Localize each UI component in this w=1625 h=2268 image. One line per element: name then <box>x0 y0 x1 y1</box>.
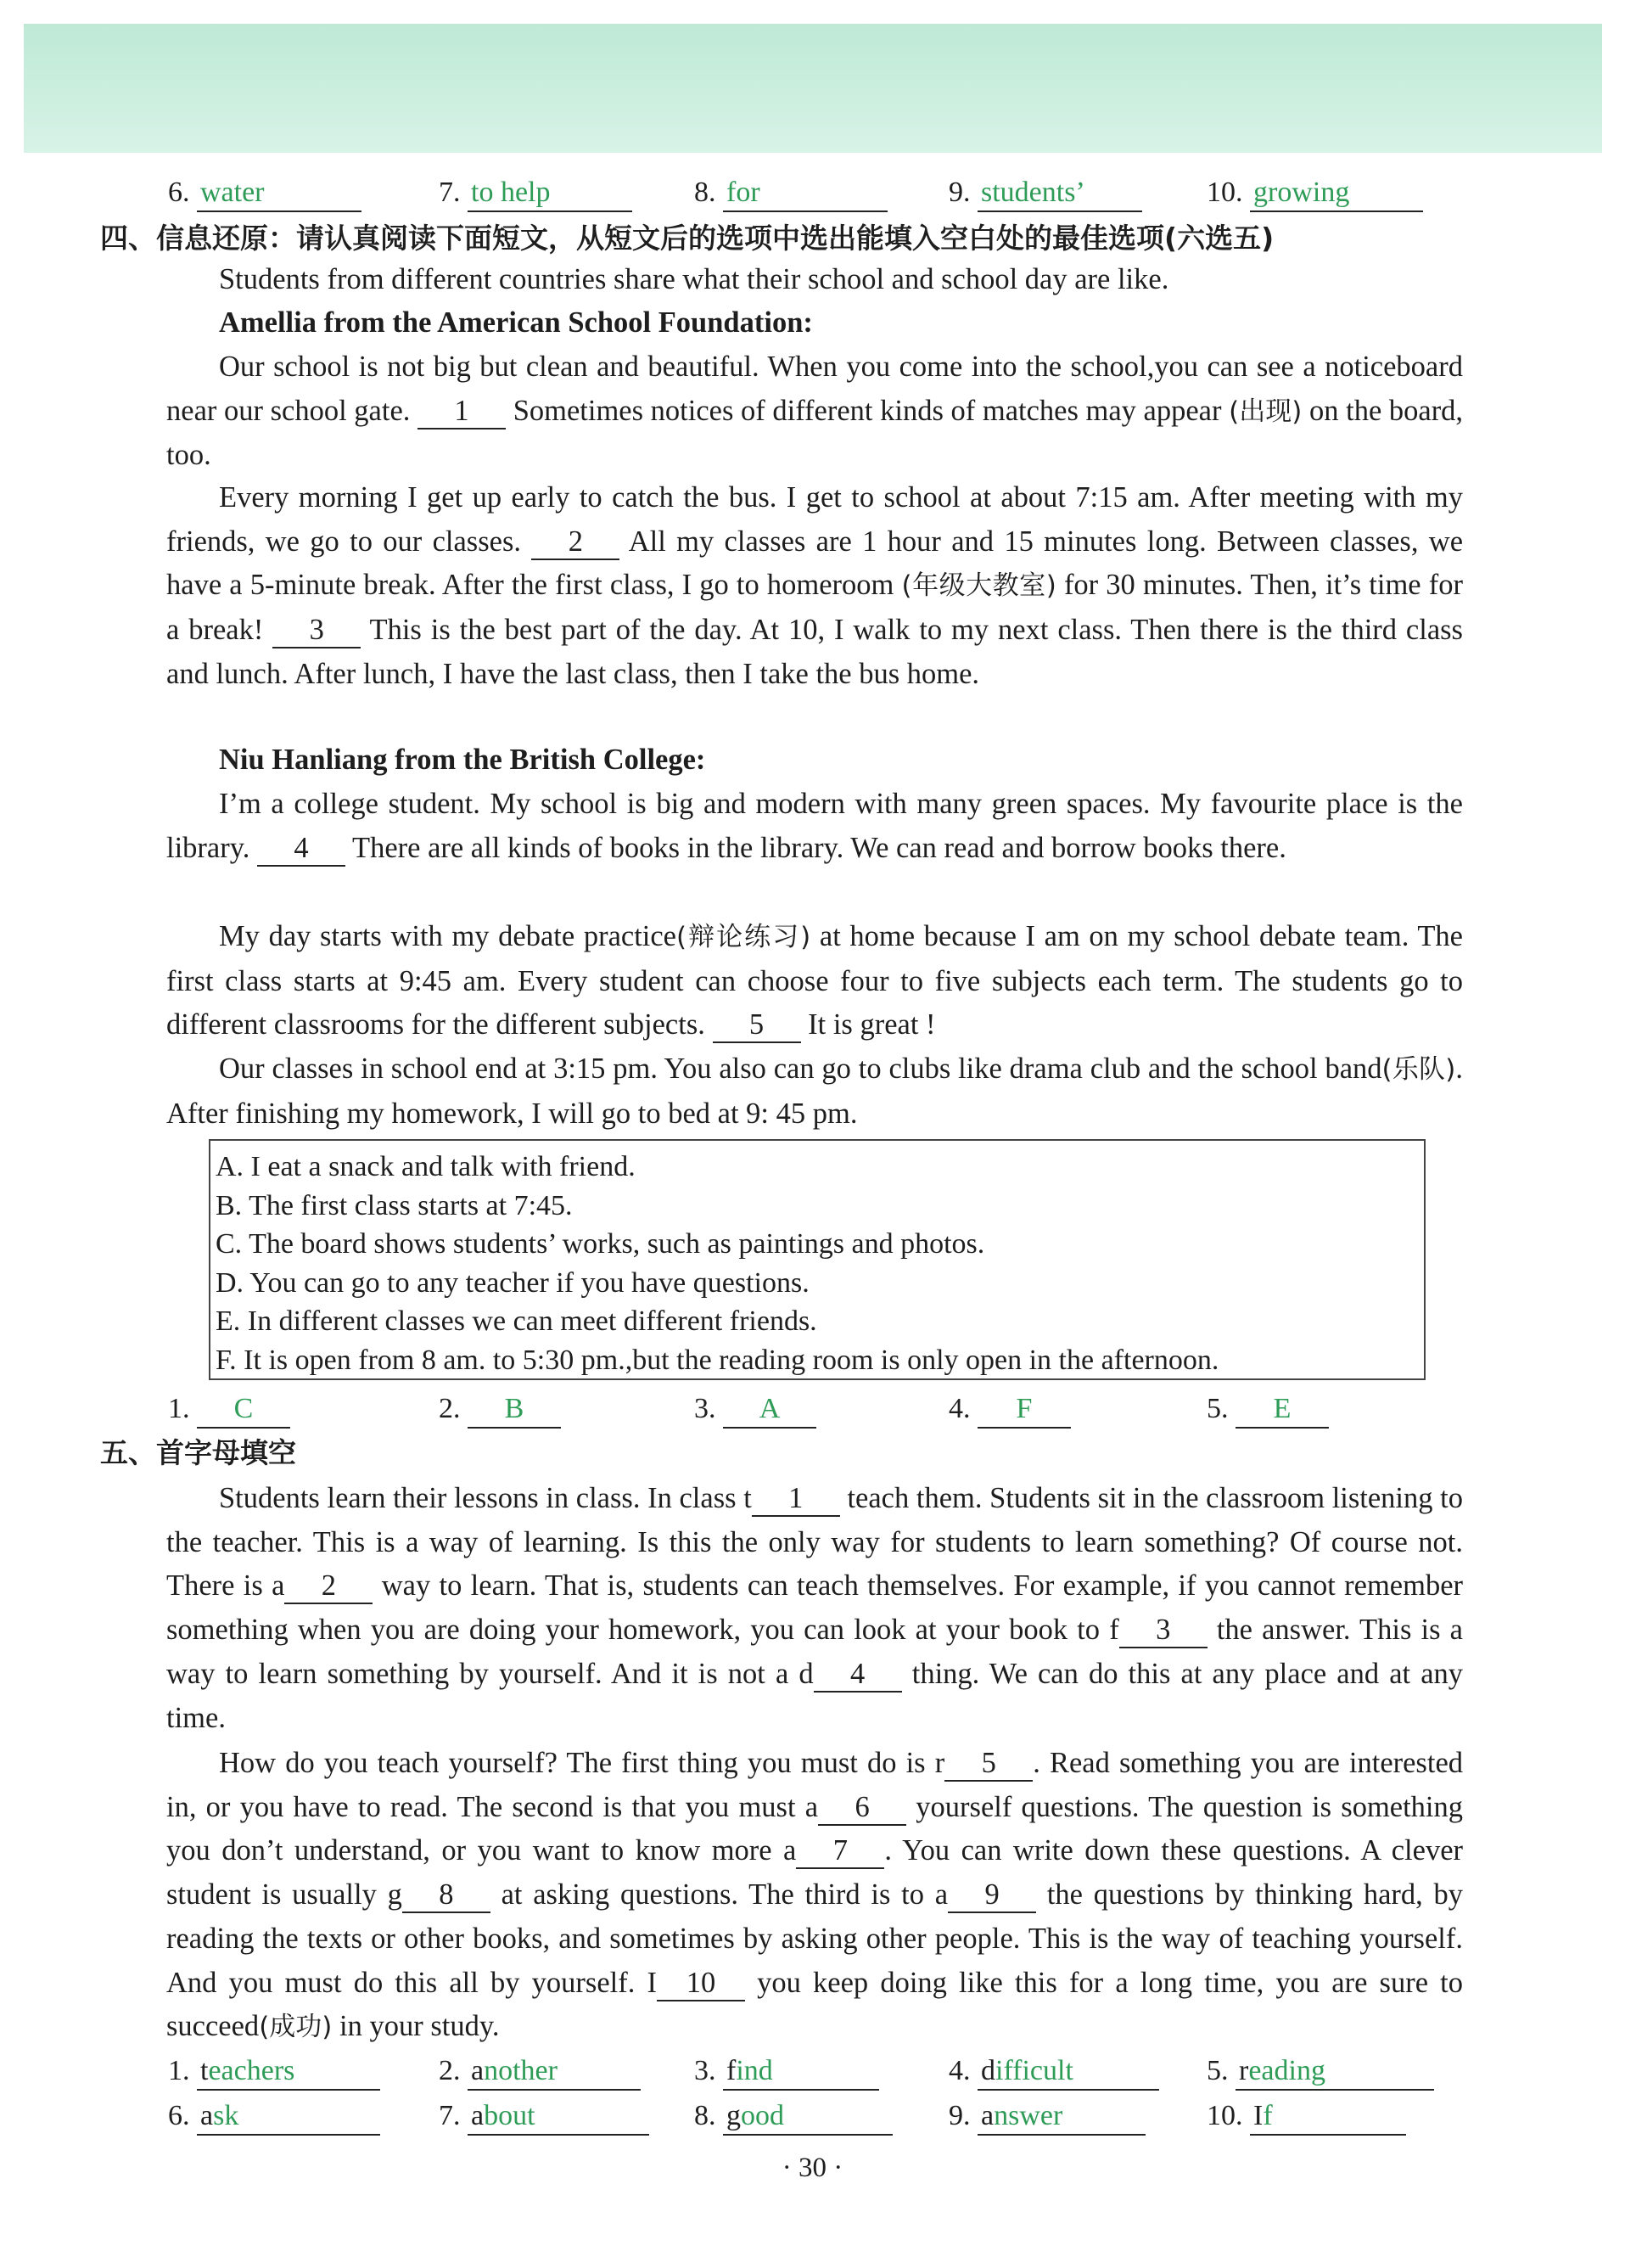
gap-1[interactable]: 1 <box>752 1481 840 1517</box>
answer-blank[interactable]: to help <box>468 175 632 212</box>
answer-8: 8. for <box>694 172 888 213</box>
answer-blank[interactable]: ask <box>197 2098 380 2136</box>
s5-answer-10: 10. If <box>1207 2096 1406 2136</box>
option-f: F. It is open from 8 am. to 5:30 pm.,but the reading room is only open in the afternoon. <box>216 1344 1219 1376</box>
paragraph-4: My day starts with my debate practice(辩论练习) at home because I am on my school debate team. The first class starts at 9:45 am. Every student can choose four to five subjects each term. The students go to different classrooms for the different subjects. 5 It is great ! <box>166 915 1463 1047</box>
answer-blank[interactable]: difficult <box>978 2053 1159 2091</box>
page-number: · 30 · <box>782 2153 843 2183</box>
s4-answer-2: 2. B <box>439 1389 561 1429</box>
section-5-answer-row-1 <box>0 2051 1625 2095</box>
section-4-intro: Students from different countries share what their school and school day are like. <box>219 263 1169 295</box>
top-answer-row <box>0 172 1625 216</box>
gap-4[interactable]: 4 <box>814 1657 902 1693</box>
option-d: D. You can go to any teacher if you have questions. <box>216 1266 810 1299</box>
answer-blank[interactable]: water <box>197 175 361 212</box>
section-5-answer-row-2 <box>0 2096 1625 2140</box>
paragraph-5: Our classes in school end at 3:15 pm. You also can go to clubs like drama club and the school band(乐队). After finishing my homework, I will go to bed at 9: 45 pm. <box>166 1053 1463 1130</box>
section-5-heading: 五、首字母填空 <box>100 1436 296 1469</box>
s5-answer-4: 4. difficult <box>949 2051 1159 2091</box>
s5-answer-1: 1. teachers <box>168 2051 380 2091</box>
answer-6: 6. water <box>168 172 361 213</box>
gap-3[interactable]: 3 <box>272 613 361 648</box>
answer-7: 7. to help <box>439 172 632 213</box>
answer-blank[interactable]: answer <box>978 2098 1146 2136</box>
s5-answer-6: 6. ask <box>168 2096 380 2136</box>
answer-blank[interactable]: for <box>723 175 888 212</box>
section-5-paragraph-1: Students learn their lessons in class. In class t 1 teach them. Students sit in the classroom listening to the teacher. This is a way of learning. Is this the only way for students to learn something? Of course not. There is a 2 way to learn. That is, students can teach themselves. For example, if you cannot remember something when you are doing your homework, you can look at your book to f 3 the answer. This is a way to learn something by yourself. And it is not a d 4 thing. We can do this at any place and at any time. <box>166 1482 1464 1734</box>
gap-5[interactable]: 5 <box>944 1746 1033 1782</box>
answer-blank[interactable]: E <box>1236 1391 1329 1429</box>
section-4-answer-row <box>0 1389 1625 1433</box>
gap-2[interactable]: 2 <box>284 1569 373 1604</box>
answer-blank[interactable]: find <box>723 2053 879 2091</box>
gap-8[interactable]: 8 <box>402 1878 490 1913</box>
answer-blank[interactable]: F <box>978 1391 1071 1429</box>
answer-9: 9. students’ <box>949 172 1142 213</box>
option-b: B. The first class starts at 7:45. <box>216 1189 573 1221</box>
s4-answer-3: 3. A <box>694 1389 816 1429</box>
answer-blank[interactable]: growing <box>1250 175 1423 212</box>
paragraph-3: I’m a college student. My school is big and modern with many green spaces. My favourite place is the library. 4 There are all kinds of books in the library. We can read and borrow books there. <box>166 783 1463 870</box>
gap-5[interactable]: 5 <box>713 1008 801 1043</box>
s4-answer-5: 5. E <box>1207 1389 1329 1429</box>
subheading-niu: Niu Hanliang from the British College: <box>219 744 706 776</box>
s4-answer-4: 4. F <box>949 1389 1071 1429</box>
gap-9[interactable]: 9 <box>948 1878 1036 1913</box>
s4-answer-1: 1. C <box>168 1389 290 1429</box>
s5-answer-3: 3. find <box>694 2051 879 2091</box>
s5-answer-2: 2. another <box>439 2051 641 2091</box>
answer-blank[interactable]: teachers <box>197 2053 380 2091</box>
option-c: C. The board shows students’ works, such as paintings and photos. <box>216 1228 985 1260</box>
answer-blank[interactable]: A <box>723 1391 816 1429</box>
subheading-amellia: Amellia from the American School Foundation: <box>219 306 813 339</box>
paragraph-2: Every morning I get up early to catch the bus. I get to school at about 7:15 am. After meeting with my friends, we go to our classes. 2 All my classes are 1 hour and 15 minutes long. Between classes, we have a 5-minute break. After the first class, I go to homeroom (年级大教室) for 30 minutes. Then, it’s time for a break! 3 This is the best part of the day. At 10, I walk to my next class. Then there is the third class and lunch. After lunch, I have the last class, then I take the bus home. <box>166 481 1464 690</box>
answer-blank[interactable]: another <box>468 2053 641 2091</box>
s5-answer-7: 7. about <box>439 2096 649 2136</box>
gap-3[interactable]: 3 <box>1119 1613 1208 1648</box>
answer-blank[interactable]: C <box>197 1391 290 1429</box>
answer-blank[interactable]: about <box>468 2098 649 2136</box>
answer-10: 10. growing <box>1207 172 1423 213</box>
gap-6[interactable]: 6 <box>818 1790 906 1826</box>
gap-7[interactable]: 7 <box>796 1833 884 1869</box>
gap-4[interactable]: 4 <box>257 831 345 867</box>
section-5-paragraph-2: How do you teach yourself? The first thing you must do is r 5 . Read something you are interested in, or you have to read. The second is that you must a 6 yourself questions. The question is something you don’t understand, or you want to know more a 7 . You can write down these questions. A clever student is usually g 8 at asking questions. The third is to a 9 the questions by thinking hard, by reading the texts or other books, and sometimes by asking other people. This is the way of teaching yourself. And you must do this all by yourself. I 10 you keep doing like this for a long time, you are sure to succeed(成功) in your study. <box>166 1747 1464 2043</box>
s5-answer-8: 8. good <box>694 2096 893 2136</box>
answer-blank[interactable]: good <box>723 2098 893 2136</box>
paragraph-1: Our school is not big but clean and beautiful. When you come into the school,you can see a noticeboard near our school gate. 1 Sometimes notices of different kinds of matches may appear (出现) on the board, too. <box>166 351 1464 472</box>
s5-answer-9: 9. answer <box>949 2096 1146 2136</box>
answer-blank[interactable]: reading <box>1236 2053 1434 2091</box>
gap-1[interactable]: 1 <box>417 394 506 429</box>
options-box <box>209 1139 1426 1380</box>
gap-2[interactable]: 2 <box>531 525 619 560</box>
gap-10[interactable]: 10 <box>657 1966 745 2001</box>
option-a: A. I eat a snack and talk with friend. <box>216 1151 636 1182</box>
answer-blank[interactable]: If <box>1250 2098 1406 2136</box>
s5-answer-5: 5. reading <box>1207 2051 1434 2091</box>
section-4-heading: 四、信息还原：请认真阅读下面短文，从短文后的选项中选出能填入空白处的最佳选项(六选五) <box>100 222 1275 255</box>
answer-blank[interactable]: students’ <box>978 175 1142 212</box>
answer-blank[interactable]: B <box>468 1391 561 1429</box>
option-e: E. In different classes we can meet different friends. <box>216 1305 817 1337</box>
